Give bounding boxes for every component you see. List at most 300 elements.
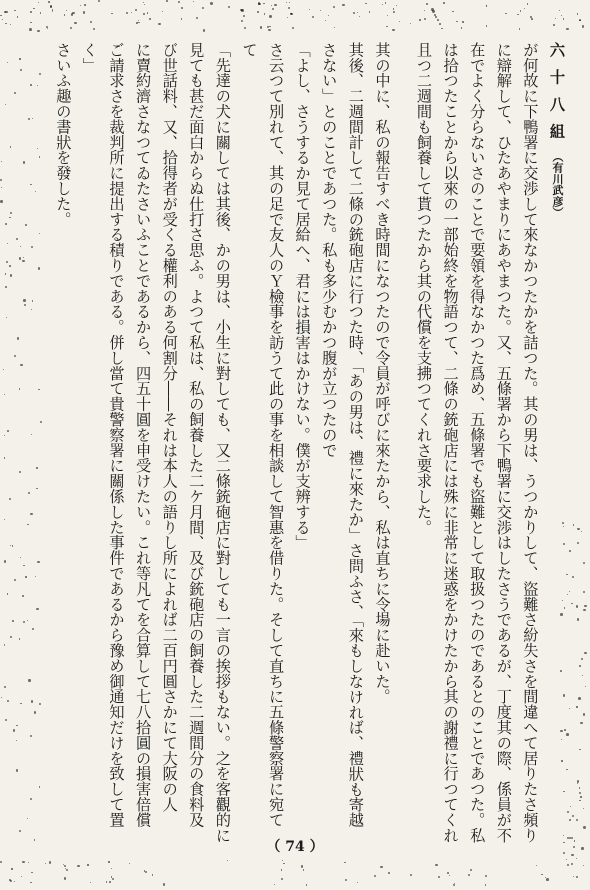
- scan-speck: [6, 261, 8, 263]
- scan-speck: [386, 26, 387, 27]
- scan-speck: [50, 6, 51, 7]
- scan-speck: [577, 783, 578, 784]
- scan-speck: [573, 876, 574, 877]
- scan-speck: [435, 864, 437, 866]
- scan-speck: [263, 3, 264, 4]
- scan-speck: [27, 524, 28, 525]
- scan-speck: [9, 217, 11, 219]
- text-column: が何故に下鴨署に交渉して來なかつたかを詰つた。其の男は、うつかりして、盜難さ紛失さを間違へて居りたさ頻り: [521, 42, 540, 843]
- scan-speck: [449, 875, 450, 876]
- text-column: 「先達の犬に關しては其後、かの男は、小生に對しても、又二條銃砲店に對しても一言の挨拶もない。之を客觀的に: [213, 42, 232, 843]
- scan-speck: [20, 246, 21, 247]
- scan-speck: [126, 12, 128, 14]
- scan-speck: [4, 435, 5, 436]
- scan-speck: [37, 561, 40, 564]
- text-column: 「よし、さうするか見て居給へ、君には損害はかけない。僕が支辨する」: [293, 42, 312, 551]
- scan-speck: [178, 1, 180, 3]
- scan-speck: [143, 13, 145, 15]
- scan-speck: [11, 868, 12, 869]
- scan-speck: [5, 11, 7, 13]
- scan-speck: [325, 20, 327, 22]
- scan-speck: [241, 9, 243, 11]
- scan-speck: [138, 22, 139, 23]
- scan-speck: [39, 73, 41, 75]
- scan-speck: [524, 8, 525, 9]
- scan-speck: [181, 18, 182, 19]
- scan-speck: [38, 2, 40, 4]
- scan-speck: [14, 579, 16, 581]
- scan-speck: [66, 869, 68, 871]
- scan-speck: [579, 800, 580, 801]
- scan-speck: [106, 881, 107, 882]
- scan-speck: [353, 12, 355, 14]
- scan-speck: [274, 4, 276, 6]
- text-column: さいふ趣の書狀を發した。: [54, 42, 73, 227]
- scan-speck: [210, 2, 212, 4]
- scan-speck: [17, 337, 19, 339]
- scan-speck: [5, 223, 7, 225]
- scan-speck: [576, 858, 577, 859]
- scan-speck: [30, 798, 32, 800]
- scan-speck: [553, 24, 555, 26]
- scan-speck: [258, 2, 261, 5]
- scan-speck: [152, 874, 154, 876]
- scan-speck: [90, 882, 92, 884]
- scan-speck: [38, 389, 39, 390]
- scan-speck: [64, 877, 66, 879]
- scan-speck: [357, 12, 358, 13]
- scan-speck: [244, 27, 246, 29]
- scan-speck: [74, 22, 76, 24]
- scan-speck: [25, 224, 27, 226]
- scan-speck: [292, 27, 294, 29]
- scan-speck: [23, 161, 25, 163]
- scan-speck: [129, 863, 130, 864]
- scan-speck: [578, 697, 581, 700]
- scan-speck: [579, 792, 581, 794]
- scan-speck: [301, 865, 303, 867]
- story-heading: [543, 42, 570, 832]
- scan-speck: [447, 872, 449, 874]
- scan-speck: [438, 876, 440, 878]
- scan-speck: [30, 84, 32, 86]
- scan-speck: [536, 865, 537, 866]
- scan-speck: [579, 787, 580, 788]
- scan-speck: [344, 862, 345, 863]
- scan-speck: [112, 878, 114, 880]
- scan-speck: [4, 560, 7, 563]
- scan-speck: [582, 25, 584, 27]
- scan-speck: [485, 884, 486, 885]
- scan-speck: [27, 620, 28, 621]
- scan-speck: [452, 11, 454, 13]
- scan-speck: [135, 9, 137, 11]
- scan-speck: [33, 8, 35, 10]
- scan-speck: [359, 16, 360, 17]
- scan-speck: [29, 28, 32, 31]
- scan-speck: [84, 4, 86, 6]
- scan-speck: [9, 498, 11, 500]
- scan-speck: [441, 28, 443, 30]
- scan-speck: [228, 6, 230, 8]
- scan-speck: [28, 118, 30, 120]
- scan-speck: [456, 21, 457, 22]
- scan-speck: [269, 26, 270, 27]
- scan-speck: [16, 740, 17, 741]
- scan-speck: [333, 6, 335, 8]
- text-column: 且つ二週間も飼養して貰つたから其の代償を支拂つてくれさ要求した。: [415, 42, 434, 535]
- scan-speck: [519, 28, 521, 30]
- scan-speck: [241, 20, 243, 22]
- scan-speck: [243, 15, 245, 17]
- scan-speck: [282, 860, 283, 861]
- scan-speck: [563, 18, 565, 20]
- scan-speck: [396, 5, 397, 6]
- scan-speck: [2, 19, 3, 20]
- scan-speck: [40, 12, 41, 13]
- scan-speck: [22, 260, 24, 262]
- scan-speck: [93, 28, 95, 30]
- scan-speck: [4, 686, 6, 688]
- scan-speck: [583, 609, 585, 611]
- scan-speck: [138, 20, 139, 21]
- scan-speck: [163, 883, 166, 886]
- scan-speck: [31, 246, 33, 248]
- scan-speck: [87, 864, 88, 865]
- vertical-text-body: [50, 42, 570, 843]
- scan-speck: [144, 4, 146, 6]
- scan-speck: [39, 156, 40, 157]
- story-author: （有川武彦）: [551, 150, 564, 219]
- scan-speck: [573, 524, 575, 526]
- scan-speck: [9, 265, 11, 267]
- scan-speck: [271, 5, 273, 7]
- scan-speck: [193, 1, 194, 2]
- scan-speck: [145, 871, 147, 873]
- scan-speck: [20, 364, 22, 366]
- scan-speck: [35, 191, 36, 192]
- scan-speck: [136, 22, 137, 23]
- scan-speck: [23, 565, 25, 567]
- scan-speck: [28, 492, 30, 494]
- scan-speck: [580, 796, 581, 797]
- scan-speck: [0, 179, 2, 181]
- scan-speck: [19, 58, 20, 59]
- scan-speck: [10, 24, 12, 26]
- scan-speck: [357, 882, 359, 884]
- scan-speck: [264, 13, 265, 14]
- scan-speck: [6, 317, 7, 318]
- scan-speck: [36, 467, 37, 468]
- scan-speck: [268, 29, 270, 31]
- scan-speck: [382, 4, 383, 5]
- scan-speck: [1, 187, 2, 188]
- scan-speck: [4, 457, 5, 458]
- scan-speck: [572, 815, 574, 817]
- scan-speck: [31, 700, 33, 702]
- scan-speck: [289, 2, 290, 3]
- scan-speck: [10, 880, 12, 882]
- scan-speck: [1, 161, 2, 162]
- scan-speck: [20, 703, 22, 705]
- scan-speck: [380, 866, 383, 869]
- scan-speck: [281, 869, 283, 871]
- scan-speck: [5, 273, 7, 275]
- scan-speck: [571, 863, 573, 865]
- scan-speck: [30, 11, 32, 13]
- scan-speck: [369, 11, 370, 12]
- scan-speck: [577, 618, 579, 620]
- scan-speck: [470, 869, 472, 871]
- scan-speck: [70, 27, 72, 29]
- scan-speck: [14, 355, 16, 357]
- scan-speck: [432, 10, 434, 12]
- scan-speck: [583, 713, 585, 715]
- scan-speck: [517, 14, 518, 15]
- scan-speck: [274, 884, 276, 886]
- scan-speck: [158, 23, 160, 25]
- scan-speck: [37, 30, 39, 32]
- text-column: さない」とのことであつた。私も多少むかつ腹が立つたので: [320, 42, 339, 458]
- scan-speck: [577, 542, 579, 544]
- scan-speck: [39, 233, 40, 234]
- scan-speck: [579, 20, 580, 21]
- scan-speck: [35, 576, 36, 577]
- scan-speck: [288, 7, 290, 9]
- scan-speck: [576, 876, 578, 878]
- scan-speck: [576, 706, 577, 707]
- scan-speck: [7, 430, 9, 432]
- scan-speck: [25, 576, 26, 577]
- scan-speck: [453, 884, 455, 886]
- scan-speck: [37, 148, 38, 149]
- scan-speck: [520, 10, 521, 11]
- scan-speck: [202, 7, 204, 9]
- scan-speck: [365, 3, 367, 5]
- scan-speck: [443, 2, 445, 4]
- text-column: に辯解して、ひたあやまりにあやまつた。又、五條署から下鴨署に交渉はしたさうであるが、丁度其の際、係員が不: [494, 42, 513, 843]
- scan-speck: [583, 562, 585, 564]
- scan-speck: [12, 620, 14, 622]
- text-column: 在でよく分らないさのことで要領を得なかつた爲め、五條署でも盜難として取扱つたのであるとのことであつた。私: [468, 42, 487, 843]
- scan-speck: [306, 884, 307, 885]
- scan-speck: [162, 11, 164, 13]
- scan-speck: [283, 863, 285, 865]
- scan-speck: [4, 645, 5, 646]
- scan-speck: [131, 12, 132, 13]
- scan-speck: [36, 608, 38, 610]
- scan-speck: [269, 15, 271, 17]
- scan-speck: [23, 299, 25, 301]
- scan-speck: [39, 786, 40, 787]
- scan-speck: [13, 729, 16, 732]
- scan-speck: [4, 519, 6, 521]
- scan-speck: [32, 118, 33, 119]
- scan-speck: [585, 686, 586, 687]
- scan-speck: [583, 591, 585, 593]
- scan-speck: [272, 8, 274, 10]
- scan-speck: [581, 658, 583, 660]
- scan-speck: [19, 471, 21, 473]
- scan-speck: [385, 2, 387, 4]
- scan-speck: [257, 11, 259, 13]
- scan-speck: [392, 29, 394, 31]
- text-column: く」: [80, 42, 99, 73]
- scan-speck: [10, 636, 12, 638]
- scan-speck: [5, 104, 6, 105]
- scan-speck: [312, 16, 315, 19]
- scan-speck: [320, 10, 321, 11]
- scan-speck: [387, 15, 388, 16]
- scan-speck: [426, 3, 428, 5]
- scan-speck: [19, 830, 21, 832]
- scan-speck: [36, 488, 38, 490]
- scan-speck: [281, 878, 283, 880]
- scan-speck: [17, 16, 18, 17]
- scan-speck: [52, 11, 53, 12]
- scan-speck: [166, 0, 168, 2]
- scan-speck: [7, 700, 9, 702]
- scan-speck: [419, 19, 420, 20]
- text-column: 其の中に、私の報告すべき時間になつたので令員が呼びに來たから、私は直ちに令場に赴いた。: [373, 42, 392, 705]
- scan-speck: [31, 309, 32, 310]
- scan-speck: [571, 603, 572, 604]
- scan-speck: [579, 749, 580, 750]
- scan-speck: [22, 595, 24, 597]
- scan-speck: [584, 605, 586, 607]
- text-column: 其後、二週間計して二條の銃砲店に行つた時、「あの男は、禮に來たか」さ問ふさ、「來もしなければ、禮狀も寄越: [346, 42, 365, 828]
- scan-speck: [47, 28, 48, 29]
- scan-speck: [19, 388, 21, 390]
- scan-speck: [64, 14, 66, 16]
- text-column: ご請求さを裁判所に提出する積りである。併し當て貴警察署に關係した事件であるから豫め御通知だけを致して置: [107, 42, 126, 828]
- scan-speck: [541, 874, 543, 876]
- scan-speck: [45, 863, 46, 864]
- scan-speck: [576, 819, 578, 821]
- scan-speck: [399, 21, 400, 22]
- scan-speck: [109, 881, 111, 883]
- scan-speck: [21, 876, 22, 877]
- scan-speck: [581, 531, 582, 532]
- scan-speck: [31, 872, 32, 873]
- scan-speck: [49, 861, 51, 863]
- scan-speck: [12, 545, 14, 547]
- scan-speck: [147, 12, 149, 14]
- scan-speck: [583, 865, 584, 866]
- scan-speck: [22, 861, 25, 864]
- scan-speck: [435, 16, 437, 18]
- scan-speck: [38, 267, 40, 269]
- scan-speck: [7, 593, 8, 594]
- scan-speck: [345, 879, 347, 881]
- scan-speck: [555, 18, 556, 19]
- scan-speck: [196, 17, 198, 19]
- scan-speck: [531, 18, 533, 20]
- scan-speck: [461, 27, 463, 29]
- scan-speck: [4, 394, 6, 396]
- scan-speck: [0, 200, 3, 203]
- scan-speck: [10, 146, 11, 147]
- scan-speck: [16, 769, 18, 771]
- scan-speck: [27, 818, 28, 819]
- scan-speck: [48, 2, 49, 3]
- scan-speck: [424, 18, 427, 21]
- scan-speck: [23, 621, 25, 623]
- scan-speck: [80, 5, 81, 6]
- scan-speck: [14, 92, 16, 94]
- scan-speck: [328, 15, 329, 16]
- scan-speck: [30, 184, 32, 186]
- scan-speck: [582, 675, 583, 676]
- scan-speck: [37, 85, 38, 86]
- text-column: び世話料、又、拾得者が受くる權利のある何割分――それは本人の語りし所によれば二百円圓さかにて大阪の人: [160, 42, 179, 812]
- text-column: さ云つて別れて、其の足で友人のＹ檢事を訪うて此の事を相談して智惠を借りた。そして直ちに五條警察署に宛て: [267, 42, 286, 828]
- scan-speck: [32, 628, 34, 630]
- scan-speck: [14, 10, 16, 12]
- scan-speck: [31, 434, 32, 435]
- scan-speck: [149, 18, 151, 20]
- scan-speck: [260, 26, 262, 28]
- scan-speck: [287, 17, 288, 18]
- page-number: （ 74 ）: [266, 839, 324, 855]
- scan-speck: [576, 605, 578, 607]
- scan-speck: [10, 274, 12, 276]
- story-title: 六十八組: [548, 42, 566, 151]
- scan-speck: [143, 2, 145, 4]
- scan-speck: [24, 304, 26, 306]
- scan-speck: [5, 286, 7, 288]
- scan-speck: [393, 8, 394, 9]
- scan-speck: [30, 735, 32, 737]
- scan-speck: [527, 3, 529, 5]
- scan-speck: [16, 725, 18, 727]
- scan-speck: [546, 878, 549, 881]
- scan-speck: [286, 2, 288, 4]
- scan-speck: [462, 21, 463, 22]
- scan-speck: [424, 10, 425, 11]
- scan-speck: [334, 27, 335, 28]
- scan-speck: [203, 29, 205, 31]
- scan-speck: [580, 722, 583, 725]
- scan-speck: [23, 257, 24, 258]
- scan-speck: [20, 69, 22, 71]
- scan-speck: [468, 874, 470, 876]
- scan-speck: [3, 369, 4, 370]
- scan-speck: [566, 859, 567, 860]
- scan-speck: [410, 23, 411, 24]
- scan-speck: [0, 861, 2, 863]
- scan-speck: [342, 4, 344, 6]
- scan-speck: [14, 881, 15, 882]
- scan-speck: [505, 13, 506, 14]
- scan-speck: [7, 62, 8, 63]
- scan-speck: [561, 15, 562, 16]
- scan-speck: [32, 300, 34, 302]
- scan-speck: [40, 421, 43, 424]
- scan-speck: [83, 11, 85, 13]
- scan-speck: [566, 28, 568, 30]
- scan-speck: [567, 864, 569, 866]
- scan-speck: [7, 243, 9, 245]
- scan-speck: [227, 860, 228, 861]
- scan-speck: [583, 826, 585, 828]
- scan-speck: [583, 808, 584, 809]
- scan-speck: [388, 872, 390, 874]
- scan-speck: [486, 25, 487, 26]
- text-column: 見ても甚だ面白からぬ仕打さ思ふ。よつて私は、私の飼養した二ケ月間、及び銃砲店の飼養した二週間分の食料及: [187, 42, 206, 828]
- scan-speck: [66, 10, 67, 11]
- scan-speck: [584, 652, 586, 654]
